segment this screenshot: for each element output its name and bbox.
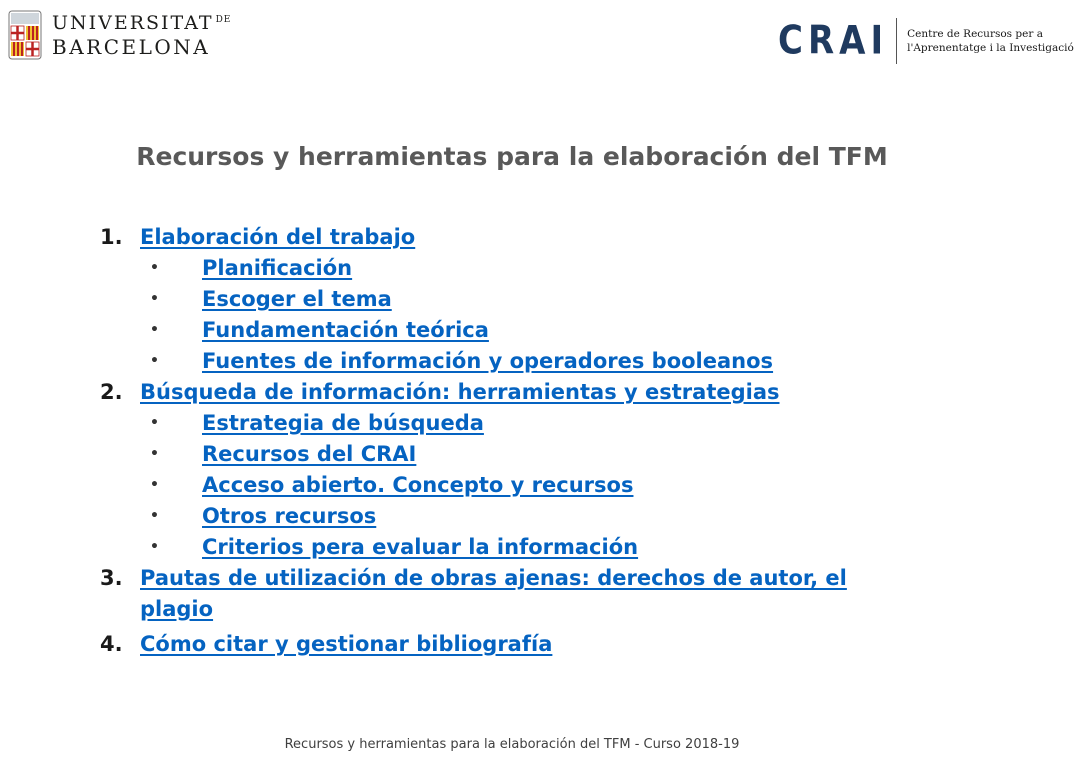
ub-line1: UNIVERSITAT <box>52 11 214 34</box>
slide-footer: Recursos y herramientas para la elaboración del TFM - Curso 2018-19 <box>284 737 740 752</box>
crai-subtitle <box>907 27 1074 55</box>
crai-divider <box>896 18 897 64</box>
bullet-icon: • <box>150 446 159 462</box>
toc-item-4 <box>100 629 920 660</box>
bullet-icon: • <box>150 539 159 555</box>
toc-link-planificacion[interactable]: Planificación <box>202 256 353 280</box>
bullet-icon: • <box>150 415 159 431</box>
crai-subtitle-line1: Centre de Recursos per a <box>907 28 1043 40</box>
toc-subitem <box>100 346 920 377</box>
toc-subitem <box>100 501 920 532</box>
toc-subitem <box>100 284 920 315</box>
bullet-icon: • <box>150 353 159 369</box>
toc-link-fundamentacion[interactable]: Fundamentación teórica <box>202 318 489 342</box>
toc-link-recursos-crai[interactable]: Recursos del CRAI <box>202 442 417 466</box>
toc-subitem <box>100 470 920 501</box>
toc-link-pautas[interactable]: Pautas de utilización de obras ajenas: derechos de autor, el plagio <box>140 566 847 621</box>
ub-shield-icon <box>8 10 42 60</box>
crai-logo <box>778 18 1074 64</box>
crai-wordmark: CRAI <box>778 18 889 64</box>
universitat-barcelona-logo <box>8 10 231 60</box>
toc-link-citar[interactable]: Cómo citar y gestionar bibliografía <box>140 632 553 656</box>
toc-link-elaboracion[interactable]: Elaboración del trabajo <box>140 225 416 249</box>
toc-number: 2. <box>100 380 123 404</box>
bullet-icon: • <box>150 291 159 307</box>
toc-link-estrategia[interactable]: Estrategia de búsqueda <box>202 411 484 435</box>
bullet-icon: • <box>150 508 159 524</box>
toc-link-otros-recursos[interactable]: Otros recursos <box>202 504 377 528</box>
toc-link-criterios[interactable]: Criterios pera evaluar la información <box>202 535 639 559</box>
ub-wordmark <box>52 11 232 59</box>
toc-number: 1. <box>100 225 123 249</box>
contents-list <box>100 222 920 660</box>
ub-line1-suffix: DE <box>215 14 232 25</box>
toc-number: 3. <box>100 566 123 590</box>
bullet-icon: • <box>150 322 159 338</box>
toc-item-2 <box>100 377 920 408</box>
toc-item-3 <box>100 563 920 625</box>
toc-link-acceso-abierto[interactable]: Acceso abierto. Concepto y recursos <box>202 473 634 497</box>
toc-link-busqueda[interactable]: Búsqueda de información: herramientas y estrategias <box>140 380 780 404</box>
toc-subitem <box>100 253 920 284</box>
bullet-icon: • <box>150 260 159 276</box>
bullet-icon: • <box>150 477 159 493</box>
crai-subtitle-line2: l'Aprenentatge i la Investigació <box>907 42 1074 54</box>
ub-line2: BARCELONA <box>52 34 211 59</box>
toc-subitem <box>100 532 920 563</box>
toc-subitem <box>100 408 920 439</box>
toc-number: 4. <box>100 632 123 656</box>
toc-subitem <box>100 439 920 470</box>
toc-link-escoger-tema[interactable]: Escoger el tema <box>202 287 392 311</box>
slide-title: Recursos y herramientas para la elaboración del TFM <box>136 142 888 171</box>
toc-item-1 <box>100 222 920 253</box>
toc-link-fuentes[interactable]: Fuentes de información y operadores booleanos <box>202 349 774 373</box>
toc-subitem <box>100 315 920 346</box>
